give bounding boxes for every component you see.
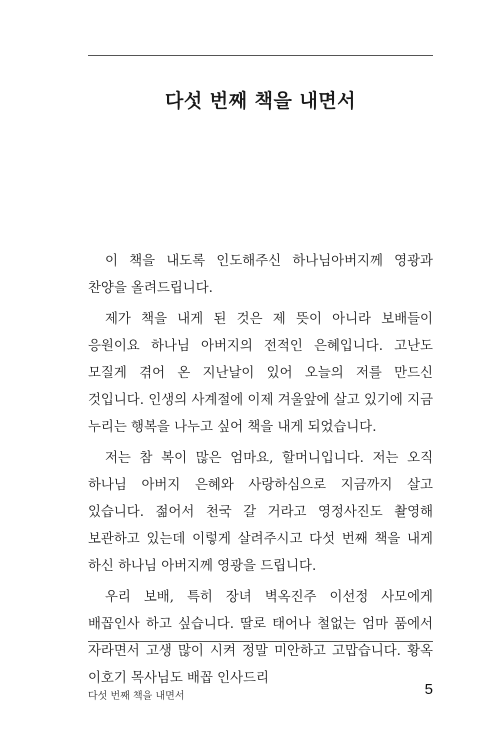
paragraph: 이 책을 내도록 인도해주신 하나님아버지께 영광과 찬양을 올려드립니다. [88, 254, 433, 296]
running-title: 다섯 번째 책을 내면서 [88, 691, 185, 702]
body-text [88, 248, 433, 696]
bottom-rule [88, 641, 433, 642]
top-rule [88, 55, 433, 56]
page-number: 5 [424, 681, 433, 698]
paragraph: 저는 참 복이 많은 엄마요, 할머니입니다. 저는 오직 하나님 아버지 은혜와 사랑하심으로 지금까지 살고 있습니다. 젊어서 천국 갈 거라고 영정사진도 촬영해 보관하고 있는데 이렇게 살려주시고 다섯 번째 책을 내게 하신 하나님 아버지께 영광을 드립니다. [88, 451, 433, 574]
paragraph: 우리 보배, 특히 장녀 벽옥진주 이선정 사모에게 배꼽인사 하고 싶습니다. 딸로 태어나 철없는 엄마 품에서 자라면서 고생 많이 시켜 정말 미안하고 고맙습니다. 황옥 이호기 목사님도 배꼽 인사드리 [88, 590, 433, 686]
page-title: 다섯 번째 책을 내면서 [164, 90, 357, 112]
paragraph: 제가 책을 내게 된 것은 제 뜻이 아니라 보배들이 응원이요 하나님 아버지의 전적인 은혜입니다. 고난도 모질게 겪어 온 지난날이 있어 오늘의 저를 만드신 것입니다. 인생의 사계절에 이제 겨울앞에 살고 있기에 지금 누리는 행복을 나누고 싶어 책을 내게 되었습니다. [88, 312, 433, 435]
